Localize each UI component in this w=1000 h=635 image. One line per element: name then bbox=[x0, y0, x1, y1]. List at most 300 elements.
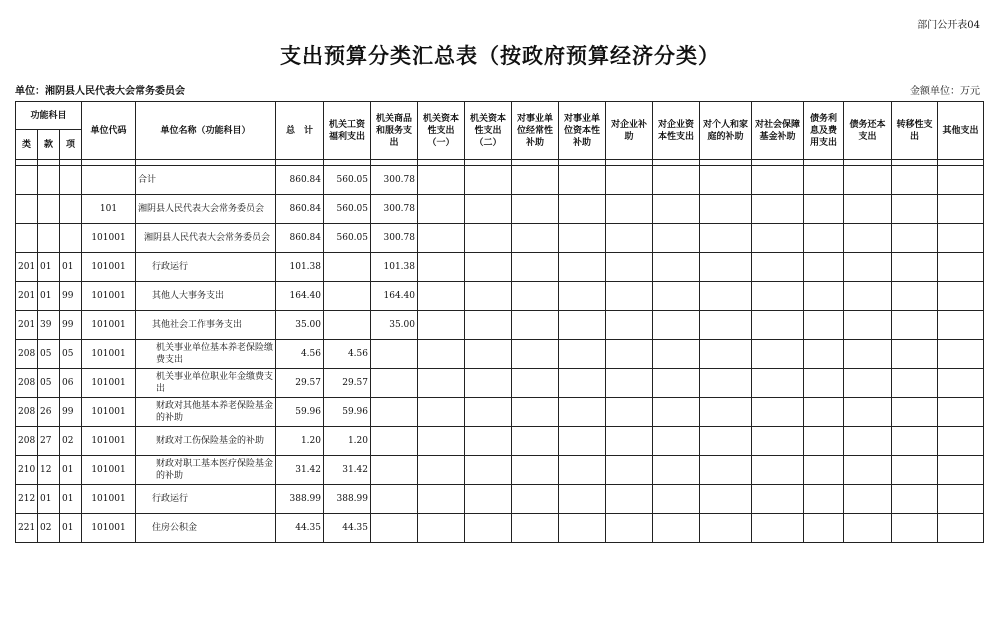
cell-empty bbox=[804, 369, 844, 398]
cell-empty bbox=[465, 485, 512, 514]
cell-unit-name: 住房公积金 bbox=[136, 514, 276, 543]
header-col: 对个人和家庭的补助 bbox=[700, 102, 752, 160]
cell-lei: 201 bbox=[16, 311, 38, 340]
cell-unit-name: 机关事业单位职业年金缴费支出 bbox=[136, 369, 276, 398]
cell-goods-services bbox=[371, 427, 418, 456]
cell-unit-name: 湘阴县人民代表大会常务委员会 bbox=[136, 224, 276, 253]
cell-lei: 201 bbox=[16, 253, 38, 282]
cell-empty bbox=[653, 166, 700, 195]
cell-lei: 208 bbox=[16, 369, 38, 398]
cell-empty bbox=[418, 514, 465, 543]
cell-lei: 212 bbox=[16, 485, 38, 514]
cell-empty bbox=[892, 282, 938, 311]
cell-total: 101.38 bbox=[276, 253, 324, 282]
cell-unit-code: 101001 bbox=[82, 456, 136, 485]
cell-total: 31.42 bbox=[276, 456, 324, 485]
cell-lei: 208 bbox=[16, 427, 38, 456]
cell-empty bbox=[559, 398, 606, 427]
cell-goods-services bbox=[371, 369, 418, 398]
cell-empty bbox=[938, 427, 984, 456]
cell-empty bbox=[559, 195, 606, 224]
cell-empty bbox=[606, 427, 653, 456]
table-row bbox=[16, 224, 984, 253]
cell-total: 860.84 bbox=[276, 195, 324, 224]
cell-empty bbox=[700, 514, 752, 543]
cell-empty bbox=[653, 427, 700, 456]
cell-empty bbox=[844, 340, 892, 369]
cell-goods-services: 35.00 bbox=[371, 311, 418, 340]
cell-empty bbox=[418, 398, 465, 427]
cell-empty bbox=[653, 311, 700, 340]
cell-unit-name: 机关事业单位基本养老保险缴费支出 bbox=[136, 340, 276, 369]
cell-unit-code: 101001 bbox=[82, 340, 136, 369]
header-col: 对事业单位资本性补助 bbox=[559, 102, 606, 160]
cell-empty bbox=[559, 166, 606, 195]
cell-empty bbox=[752, 195, 804, 224]
cell-lei bbox=[16, 166, 38, 195]
cell-empty bbox=[465, 456, 512, 485]
cell-empty bbox=[418, 282, 465, 311]
cell-empty bbox=[512, 456, 559, 485]
cell-goods-services bbox=[371, 340, 418, 369]
header-unit-name: 单位名称（功能科目） bbox=[136, 102, 276, 160]
cell-unit-name: 行政运行 bbox=[136, 485, 276, 514]
cell-empty bbox=[844, 485, 892, 514]
header-lei: 类 bbox=[16, 130, 38, 160]
cell-empty bbox=[892, 456, 938, 485]
cell-empty bbox=[804, 398, 844, 427]
table-row bbox=[16, 195, 984, 224]
cell-empty bbox=[844, 282, 892, 311]
cell-empty bbox=[606, 166, 653, 195]
cell-empty bbox=[844, 456, 892, 485]
cell-empty bbox=[804, 224, 844, 253]
cell-kuan bbox=[38, 166, 60, 195]
cell-empty bbox=[752, 456, 804, 485]
cell-empty bbox=[892, 311, 938, 340]
cell-kuan: 01 bbox=[38, 253, 60, 282]
header-col: 债务利息及费用支出 bbox=[804, 102, 844, 160]
cell-empty bbox=[804, 166, 844, 195]
table-row bbox=[16, 166, 984, 195]
cell-empty bbox=[512, 485, 559, 514]
cell-empty bbox=[752, 514, 804, 543]
cell-empty bbox=[418, 224, 465, 253]
header-total: 总 计 bbox=[276, 102, 324, 160]
cell-empty bbox=[606, 195, 653, 224]
cell-empty bbox=[653, 456, 700, 485]
cell-empty bbox=[700, 224, 752, 253]
header-col: 债务还本支出 bbox=[844, 102, 892, 160]
cell-unit-name: 湘阴县人民代表大会常务委员会 bbox=[136, 195, 276, 224]
cell-empty bbox=[559, 369, 606, 398]
cell-xiang bbox=[60, 195, 82, 224]
cell-wages: 59.96 bbox=[324, 398, 371, 427]
cell-empty bbox=[418, 485, 465, 514]
cell-total: 164.40 bbox=[276, 282, 324, 311]
cell-goods-services: 300.78 bbox=[371, 224, 418, 253]
cell-empty bbox=[700, 195, 752, 224]
cell-empty bbox=[653, 485, 700, 514]
cell-total: 29.57 bbox=[276, 369, 324, 398]
cell-empty bbox=[804, 282, 844, 311]
cell-empty bbox=[752, 224, 804, 253]
cell-empty bbox=[465, 282, 512, 311]
cell-empty bbox=[700, 340, 752, 369]
cell-empty bbox=[804, 427, 844, 456]
cell-empty bbox=[465, 253, 512, 282]
cell-empty bbox=[465, 340, 512, 369]
cell-kuan: 01 bbox=[38, 485, 60, 514]
cell-empty bbox=[752, 369, 804, 398]
cell-empty bbox=[844, 427, 892, 456]
cell-empty bbox=[938, 224, 984, 253]
cell-total: 44.35 bbox=[276, 514, 324, 543]
header-col: 其他支出 bbox=[938, 102, 984, 160]
table-row bbox=[16, 398, 984, 427]
table-row bbox=[16, 369, 984, 398]
cell-empty bbox=[700, 253, 752, 282]
cell-kuan: 05 bbox=[38, 340, 60, 369]
header-col: 机关资本性支出（二） bbox=[465, 102, 512, 160]
cell-empty bbox=[559, 282, 606, 311]
cell-empty bbox=[465, 166, 512, 195]
cell-empty bbox=[892, 369, 938, 398]
cell-total: 1.20 bbox=[276, 427, 324, 456]
cell-xiang: 06 bbox=[60, 369, 82, 398]
cell-empty bbox=[892, 166, 938, 195]
cell-empty bbox=[606, 369, 653, 398]
cell-empty bbox=[606, 398, 653, 427]
cell-empty bbox=[512, 398, 559, 427]
cell-empty bbox=[804, 311, 844, 340]
cell-empty bbox=[892, 427, 938, 456]
cell-unit-code: 101001 bbox=[82, 282, 136, 311]
cell-empty bbox=[559, 456, 606, 485]
cell-empty bbox=[938, 195, 984, 224]
cell-xiang: 02 bbox=[60, 427, 82, 456]
table-row bbox=[16, 427, 984, 456]
cell-empty bbox=[700, 166, 752, 195]
cell-xiang bbox=[60, 224, 82, 253]
cell-goods-services bbox=[371, 514, 418, 543]
unit-label: 单位：湘阴县人民代表大会常务委员会 bbox=[15, 86, 185, 97]
table-row bbox=[16, 253, 984, 282]
cell-empty bbox=[606, 456, 653, 485]
cell-empty bbox=[465, 195, 512, 224]
cell-empty bbox=[844, 369, 892, 398]
cell-unit-name: 财政对其他基本养老保险基金的补助 bbox=[136, 398, 276, 427]
cell-empty bbox=[938, 253, 984, 282]
cell-empty bbox=[804, 340, 844, 369]
header-unit-code: 单位代码 bbox=[82, 102, 136, 160]
cell-empty bbox=[844, 514, 892, 543]
cell-empty bbox=[700, 485, 752, 514]
cell-wages: 29.57 bbox=[324, 369, 371, 398]
cell-empty bbox=[752, 282, 804, 311]
cell-wages bbox=[324, 282, 371, 311]
cell-goods-services: 101.38 bbox=[371, 253, 418, 282]
header-col: 对事业单位经常性补助 bbox=[512, 102, 559, 160]
cell-empty bbox=[653, 282, 700, 311]
cell-unit-name: 其他社会工作事务支出 bbox=[136, 311, 276, 340]
cell-kuan: 02 bbox=[38, 514, 60, 543]
cell-empty bbox=[512, 369, 559, 398]
cell-empty bbox=[653, 224, 700, 253]
cell-lei: 221 bbox=[16, 514, 38, 543]
cell-empty bbox=[606, 485, 653, 514]
cell-empty bbox=[418, 166, 465, 195]
cell-xiang: 99 bbox=[60, 311, 82, 340]
cell-unit-name: 合计 bbox=[136, 166, 276, 195]
cell-total: 860.84 bbox=[276, 224, 324, 253]
cell-xiang: 01 bbox=[60, 253, 82, 282]
cell-empty bbox=[465, 369, 512, 398]
cell-empty bbox=[844, 195, 892, 224]
cell-empty bbox=[653, 514, 700, 543]
cell-goods-services bbox=[371, 485, 418, 514]
header-col: 转移性支出 bbox=[892, 102, 938, 160]
cell-unit-code: 101 bbox=[82, 195, 136, 224]
cell-empty bbox=[892, 514, 938, 543]
cell-unit-code: 101001 bbox=[82, 485, 136, 514]
cell-unit-name: 财政对职工基本医疗保险基金的补助 bbox=[136, 456, 276, 485]
cell-empty bbox=[512, 253, 559, 282]
cell-empty bbox=[512, 311, 559, 340]
cell-wages bbox=[324, 311, 371, 340]
cell-xiang: 01 bbox=[60, 514, 82, 543]
cell-lei: 210 bbox=[16, 456, 38, 485]
cell-wages: 560.05 bbox=[324, 166, 371, 195]
cell-empty bbox=[606, 311, 653, 340]
cell-xiang: 99 bbox=[60, 282, 82, 311]
cell-unit-code: 101001 bbox=[82, 369, 136, 398]
cell-empty bbox=[938, 311, 984, 340]
header-xiang: 项 bbox=[60, 130, 82, 160]
header-col: 对企业补助 bbox=[606, 102, 653, 160]
cell-lei bbox=[16, 195, 38, 224]
cell-empty bbox=[700, 456, 752, 485]
cell-empty bbox=[938, 166, 984, 195]
header-func-group: 功能科目 bbox=[16, 102, 82, 130]
cell-xiang: 05 bbox=[60, 340, 82, 369]
cell-empty bbox=[512, 166, 559, 195]
cell-empty bbox=[844, 311, 892, 340]
cell-empty bbox=[559, 485, 606, 514]
cell-wages: 560.05 bbox=[324, 224, 371, 253]
cell-unit-code bbox=[82, 166, 136, 195]
table-row bbox=[16, 311, 984, 340]
cell-empty bbox=[418, 369, 465, 398]
cell-wages bbox=[324, 253, 371, 282]
cell-unit-code: 101001 bbox=[82, 427, 136, 456]
cell-empty bbox=[752, 253, 804, 282]
cell-total: 860.84 bbox=[276, 166, 324, 195]
cell-empty bbox=[752, 427, 804, 456]
cell-empty bbox=[418, 311, 465, 340]
cell-empty bbox=[418, 195, 465, 224]
cell-empty bbox=[512, 282, 559, 311]
table-row bbox=[16, 340, 984, 369]
table-row bbox=[16, 514, 984, 543]
cell-xiang bbox=[60, 166, 82, 195]
cell-empty bbox=[752, 398, 804, 427]
cell-empty bbox=[559, 514, 606, 543]
cell-empty bbox=[844, 166, 892, 195]
cell-empty bbox=[700, 369, 752, 398]
cell-empty bbox=[465, 311, 512, 340]
cell-goods-services bbox=[371, 456, 418, 485]
cell-empty bbox=[700, 398, 752, 427]
cell-wages: 31.42 bbox=[324, 456, 371, 485]
table-number-label: 部门公开表04 bbox=[917, 20, 980, 31]
cell-wages: 4.56 bbox=[324, 340, 371, 369]
cell-empty bbox=[418, 456, 465, 485]
cell-unit-code: 101001 bbox=[82, 398, 136, 427]
cell-empty bbox=[465, 514, 512, 543]
cell-empty bbox=[938, 514, 984, 543]
cell-kuan bbox=[38, 195, 60, 224]
cell-empty bbox=[512, 224, 559, 253]
cell-kuan: 27 bbox=[38, 427, 60, 456]
cell-empty bbox=[559, 253, 606, 282]
cell-empty bbox=[938, 340, 984, 369]
cell-empty bbox=[844, 253, 892, 282]
amount-unit-label: 金额单位：万元 bbox=[910, 86, 980, 97]
cell-empty bbox=[938, 369, 984, 398]
cell-empty bbox=[512, 427, 559, 456]
header-col: 对社会保障基金补助 bbox=[752, 102, 804, 160]
cell-lei bbox=[16, 224, 38, 253]
cell-empty bbox=[465, 427, 512, 456]
cell-total: 59.96 bbox=[276, 398, 324, 427]
cell-empty bbox=[804, 485, 844, 514]
cell-total: 388.99 bbox=[276, 485, 324, 514]
cell-empty bbox=[892, 253, 938, 282]
cell-wages: 388.99 bbox=[324, 485, 371, 514]
cell-empty bbox=[653, 195, 700, 224]
cell-total: 4.56 bbox=[276, 340, 324, 369]
cell-empty bbox=[844, 398, 892, 427]
cell-empty bbox=[512, 195, 559, 224]
cell-empty bbox=[892, 224, 938, 253]
cell-unit-code: 101001 bbox=[82, 253, 136, 282]
cell-empty bbox=[418, 340, 465, 369]
cell-empty bbox=[892, 340, 938, 369]
header-col: 对企业资本性支出 bbox=[653, 102, 700, 160]
cell-lei: 201 bbox=[16, 282, 38, 311]
cell-lei: 208 bbox=[16, 340, 38, 369]
cell-empty bbox=[844, 224, 892, 253]
table-body bbox=[16, 166, 984, 543]
cell-kuan bbox=[38, 224, 60, 253]
cell-xiang: 01 bbox=[60, 456, 82, 485]
cell-kuan: 26 bbox=[38, 398, 60, 427]
cell-total: 35.00 bbox=[276, 311, 324, 340]
cell-empty bbox=[752, 166, 804, 195]
cell-empty bbox=[606, 282, 653, 311]
budget-table bbox=[15, 101, 984, 543]
header-col: 机关商品和服务支出 bbox=[371, 102, 418, 160]
cell-wages: 560.05 bbox=[324, 195, 371, 224]
page-title: 支出预算分类汇总表（按政府预算经济分类） bbox=[280, 44, 720, 68]
cell-empty bbox=[653, 398, 700, 427]
cell-xiang: 99 bbox=[60, 398, 82, 427]
cell-empty bbox=[892, 398, 938, 427]
cell-unit-code: 101001 bbox=[82, 224, 136, 253]
cell-wages: 1.20 bbox=[324, 427, 371, 456]
cell-xiang: 01 bbox=[60, 485, 82, 514]
cell-empty bbox=[606, 253, 653, 282]
cell-empty bbox=[418, 427, 465, 456]
cell-empty bbox=[559, 224, 606, 253]
cell-unit-name: 其他人大事务支出 bbox=[136, 282, 276, 311]
cell-empty bbox=[892, 195, 938, 224]
cell-empty bbox=[700, 427, 752, 456]
header-col: 机关资本性支出（一） bbox=[418, 102, 465, 160]
cell-empty bbox=[804, 514, 844, 543]
cell-empty bbox=[606, 514, 653, 543]
cell-goods-services: 300.78 bbox=[371, 166, 418, 195]
cell-empty bbox=[653, 369, 700, 398]
cell-empty bbox=[653, 253, 700, 282]
table-row bbox=[16, 456, 984, 485]
cell-kuan: 05 bbox=[38, 369, 60, 398]
cell-unit-name: 行政运行 bbox=[136, 253, 276, 282]
cell-unit-code: 101001 bbox=[82, 311, 136, 340]
cell-empty bbox=[606, 340, 653, 369]
cell-lei: 208 bbox=[16, 398, 38, 427]
cell-empty bbox=[804, 195, 844, 224]
cell-goods-services: 300.78 bbox=[371, 195, 418, 224]
cell-empty bbox=[559, 427, 606, 456]
cell-empty bbox=[465, 398, 512, 427]
cell-empty bbox=[559, 311, 606, 340]
header-col: 机关工资福利支出 bbox=[324, 102, 371, 160]
cell-unit-name: 财政对工伤保险基金的补助 bbox=[136, 427, 276, 456]
cell-empty bbox=[418, 253, 465, 282]
cell-empty bbox=[465, 224, 512, 253]
cell-wages: 44.35 bbox=[324, 514, 371, 543]
cell-empty bbox=[512, 340, 559, 369]
cell-unit-code: 101001 bbox=[82, 514, 136, 543]
header-kuan: 款 bbox=[38, 130, 60, 160]
cell-empty bbox=[938, 456, 984, 485]
cell-empty bbox=[606, 224, 653, 253]
cell-empty bbox=[752, 340, 804, 369]
cell-kuan: 39 bbox=[38, 311, 60, 340]
cell-empty bbox=[559, 340, 606, 369]
table-row bbox=[16, 485, 984, 514]
cell-empty bbox=[700, 311, 752, 340]
cell-empty bbox=[938, 398, 984, 427]
cell-kuan: 12 bbox=[38, 456, 60, 485]
table-row bbox=[16, 282, 984, 311]
cell-empty bbox=[653, 340, 700, 369]
cell-kuan: 01 bbox=[38, 282, 60, 311]
cell-empty bbox=[752, 485, 804, 514]
cell-empty bbox=[804, 456, 844, 485]
cell-empty bbox=[892, 485, 938, 514]
cell-empty bbox=[938, 282, 984, 311]
cell-goods-services bbox=[371, 398, 418, 427]
cell-empty bbox=[938, 485, 984, 514]
cell-goods-services: 164.40 bbox=[371, 282, 418, 311]
cell-empty bbox=[752, 311, 804, 340]
cell-empty bbox=[804, 253, 844, 282]
cell-empty bbox=[512, 514, 559, 543]
cell-empty bbox=[700, 282, 752, 311]
